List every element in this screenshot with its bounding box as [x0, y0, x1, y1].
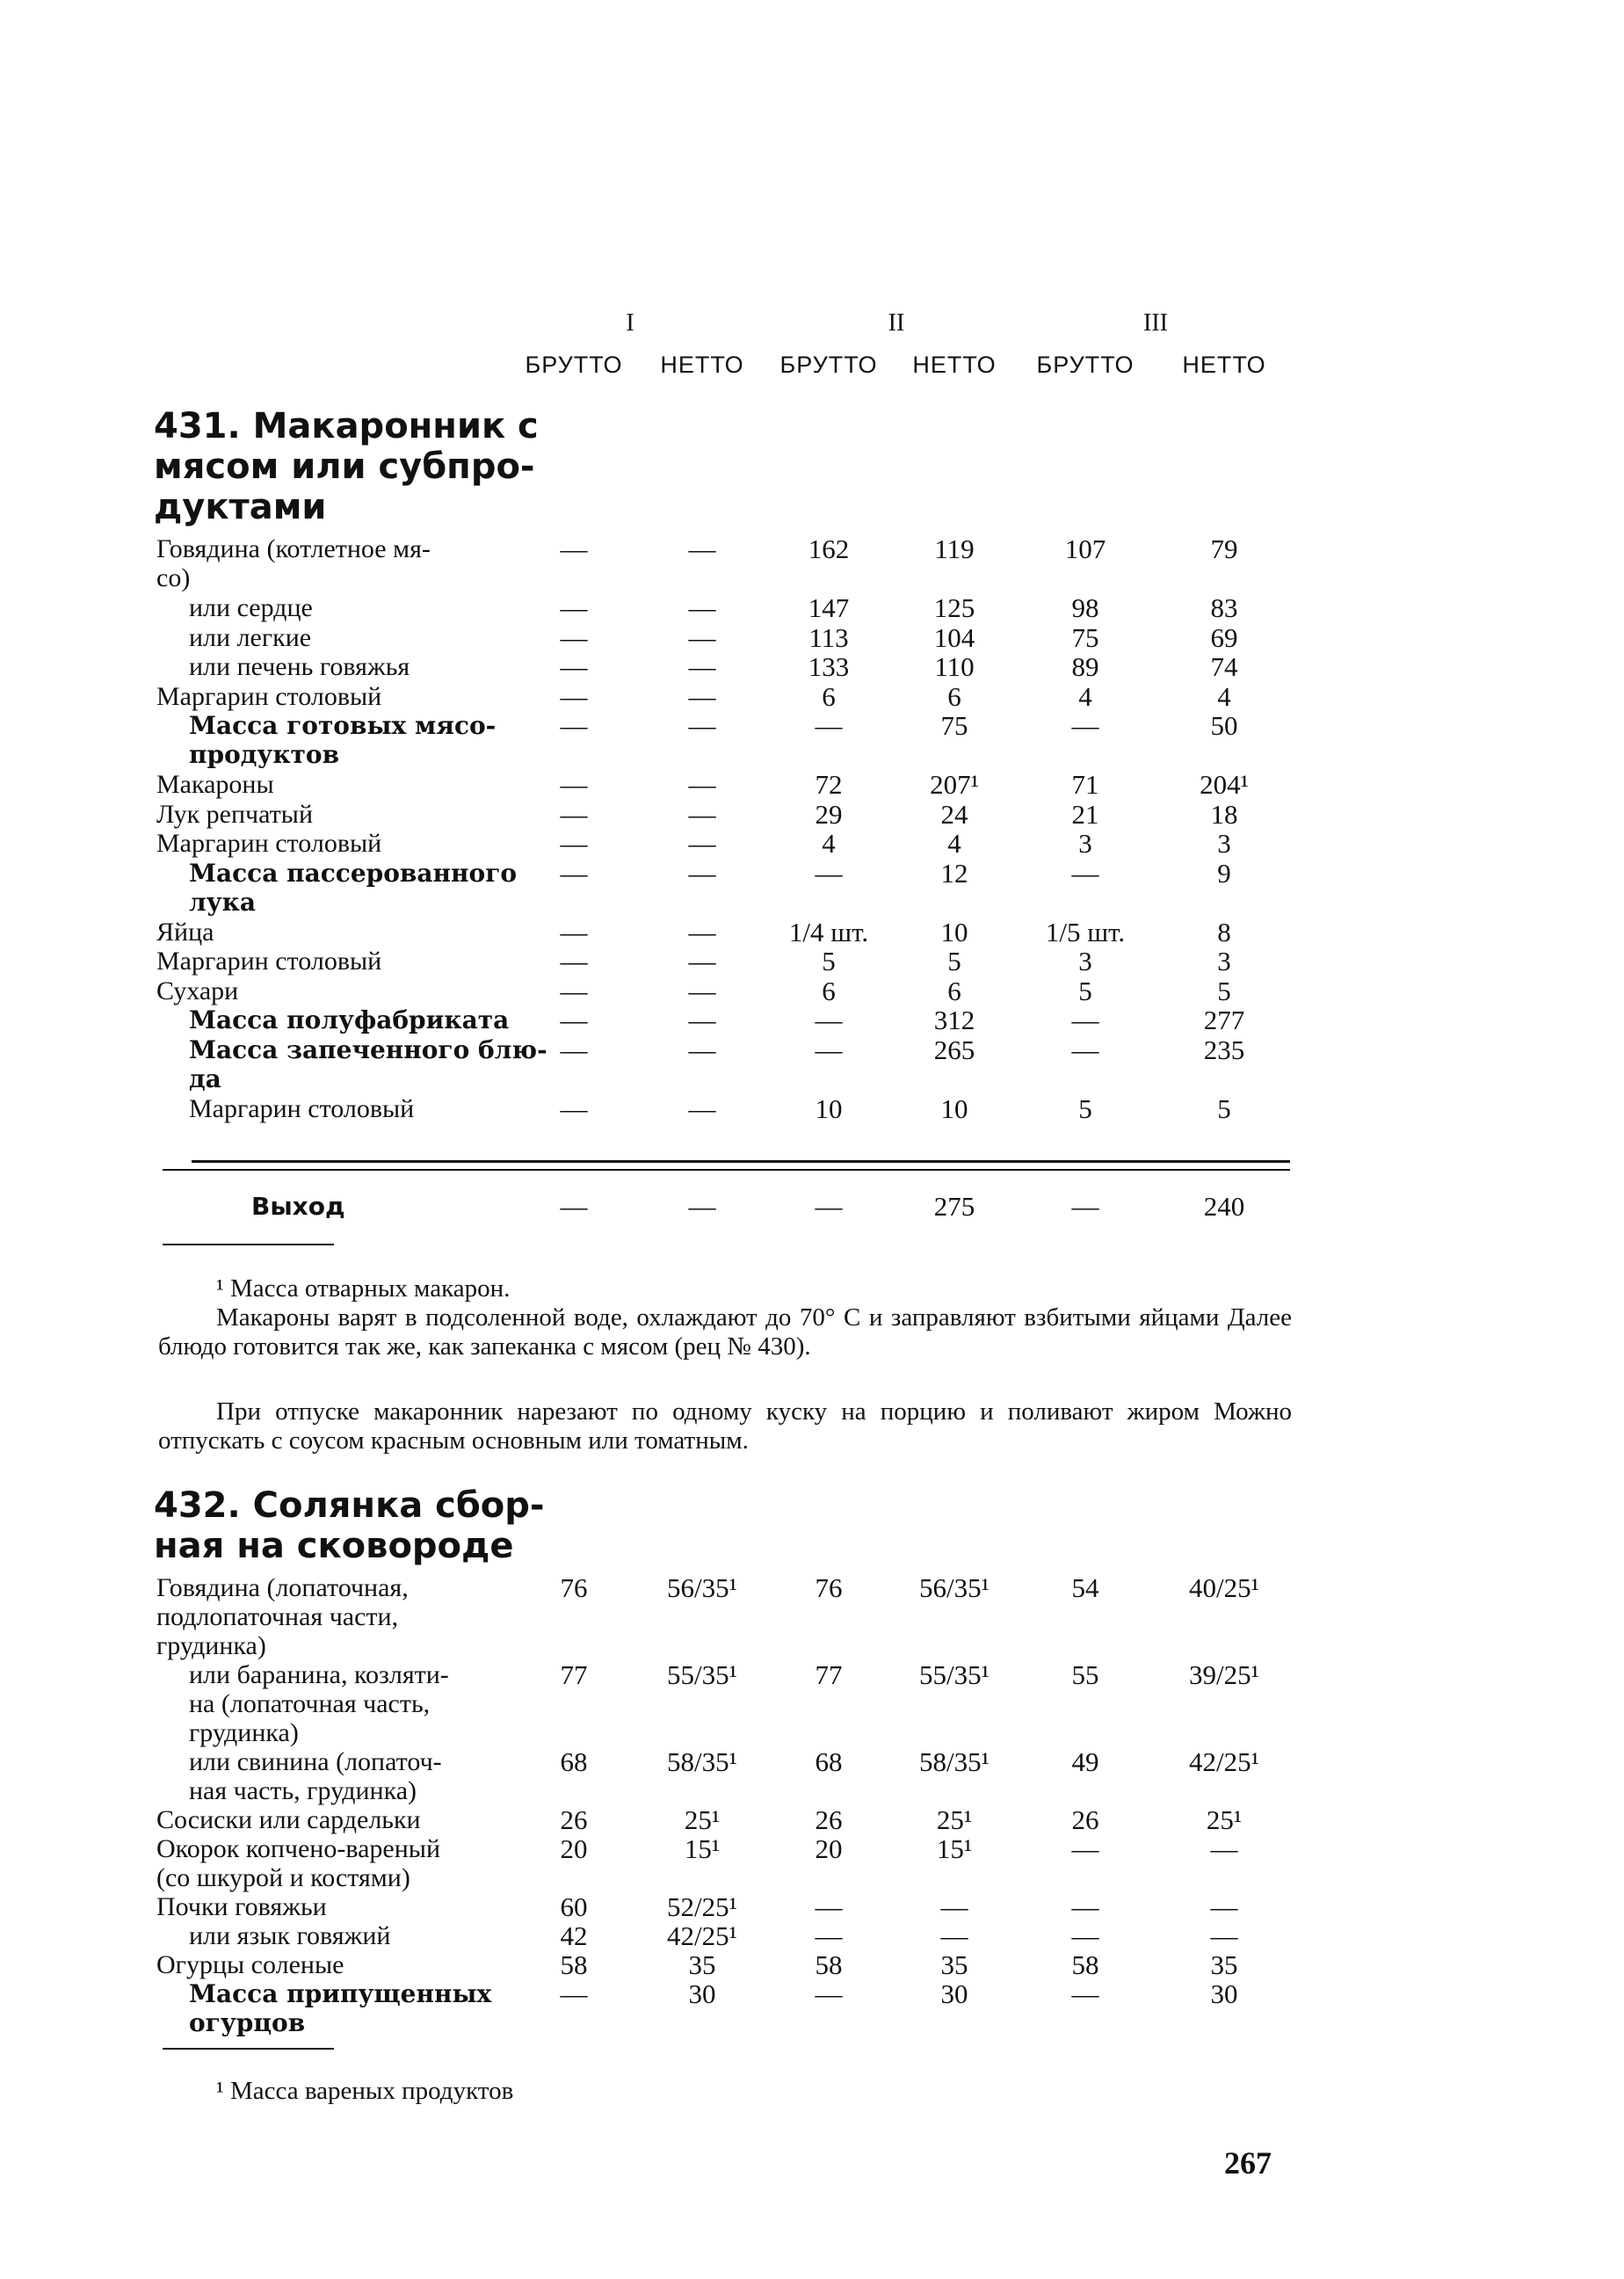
quantity-cell: 265	[933, 1034, 975, 1065]
quantity-cell: 58	[815, 1949, 843, 1980]
quantity-cell: 113	[808, 621, 849, 653]
quantity-cell: 4	[1217, 680, 1231, 712]
label-line: Маргарин столовый	[189, 1093, 415, 1123]
yield-value: 275	[933, 1191, 975, 1222]
yield-value: 240	[1203, 1191, 1245, 1222]
quantity-cell: —	[560, 946, 588, 976]
quantity-cell: 9	[1217, 857, 1231, 889]
column-header-brutto-1: БРУТТО	[525, 352, 623, 378]
quantity-cell: 72	[815, 769, 843, 800]
label-line: продуктов	[189, 740, 340, 769]
ingredient-label	[156, 534, 517, 592]
column-group-i: I	[626, 309, 634, 337]
label-line: или легкие	[189, 622, 312, 652]
quantity-cell: 68	[815, 1746, 843, 1777]
quantity-cell: 25¹	[936, 1804, 973, 1835]
column-group-iii: III	[1143, 309, 1168, 337]
quantity-cell: —	[1071, 1978, 1099, 2009]
ingredient-label	[189, 1005, 549, 1034]
quantity-cell: —	[688, 828, 716, 859]
quantity-cell: 75	[1071, 621, 1099, 653]
paragraph-method: Макароны варят в подсоленной воде, охлаждают до 70° С и заправляют взбитыми яйцами Далее блюдо готовится так же, как запеканка с мясом (рец № 430).	[158, 1303, 1292, 1361]
quantity-cell: 6	[947, 975, 961, 1006]
quantity-cell: 58/35¹	[919, 1746, 990, 1777]
quantity-cell: 76	[560, 1572, 588, 1603]
label-line: Масса полуфабриката	[189, 1005, 510, 1034]
ingredient-label	[189, 859, 549, 917]
quantity-cell: —	[560, 533, 588, 564]
quantity-cell: 3	[1217, 828, 1231, 859]
quantity-cell: —	[688, 916, 716, 947]
label-line: или печень говяжья	[189, 652, 410, 681]
quantity-cell: 6	[947, 680, 961, 712]
quantity-cell: —	[1071, 1891, 1099, 1922]
quantity-cell: 125	[933, 592, 975, 623]
quantity-cell: 42	[560, 1920, 588, 1951]
label-line: подлопаточная части,	[156, 1602, 399, 1631]
ingredient-label	[156, 682, 517, 711]
quantity-cell: 25¹	[1206, 1804, 1243, 1835]
label-line: Маргарин столовый	[156, 947, 382, 976]
label-line: или сердце	[189, 593, 313, 622]
quantity-cell: —	[1071, 1034, 1099, 1065]
column-header-brutto-3: БРУТТО	[1036, 352, 1135, 378]
quantity-cell: 18	[1210, 798, 1238, 830]
quantity-cell: 3	[1078, 828, 1092, 859]
quantity-cell: 83	[1210, 592, 1238, 623]
quantity-cell: 76	[815, 1572, 843, 1603]
label-line: ная часть, грудинка)	[189, 1776, 417, 1805]
quantity-cell: 69	[1210, 621, 1238, 653]
label-line: огурцов	[189, 2008, 306, 2037]
quantity-cell: 58	[560, 1949, 588, 1980]
column-header-netto-3: НЕТТО	[1182, 352, 1266, 378]
quantity-cell: 20	[815, 1833, 843, 1864]
quantity-cell: —	[560, 592, 588, 623]
label-line: Сухари	[156, 976, 239, 1005]
title-line: мясом или субпро-	[154, 446, 535, 487]
quantity-cell: 5	[1078, 1092, 1092, 1124]
quantity-cell: —	[815, 710, 843, 741]
quantity-cell: 3	[1217, 946, 1231, 976]
ingredient-label	[156, 1834, 517, 1892]
label-line: Сосиски или сардельки	[156, 1805, 421, 1834]
ingredient-label	[156, 976, 517, 1005]
label-line: Огурцы соленые	[156, 1950, 344, 1979]
quantity-cell: 98	[1071, 592, 1099, 623]
quantity-cell: 312	[933, 1005, 975, 1035]
quantity-cell: 42/25¹	[667, 1920, 737, 1951]
ingredient-label	[189, 652, 549, 681]
footnote-431: ¹ Масса отварных макарон.	[216, 1274, 511, 1303]
quantity-cell: 29	[815, 798, 843, 830]
quantity-cell: 3	[1078, 946, 1092, 976]
quantity-cell: 10	[940, 1092, 968, 1124]
quantity-cell: 26	[1071, 1804, 1099, 1835]
quantity-cell: —	[688, 857, 716, 889]
quantity-cell: —	[560, 1092, 588, 1124]
title-line: дуктами	[154, 487, 327, 527]
quantity-cell: 12	[940, 857, 968, 889]
ingredient-label	[156, 1573, 517, 1660]
yield-label: Выход	[251, 1192, 345, 1221]
quantity-cell: 77	[560, 1659, 588, 1690]
ingredient-label	[156, 1892, 517, 1921]
quantity-cell: —	[688, 533, 716, 564]
quantity-cell: 4	[1078, 680, 1092, 712]
column-header-netto-2: НЕТТО	[912, 352, 997, 378]
quantity-cell: —	[560, 916, 588, 947]
quantity-cell: 26	[815, 1804, 843, 1835]
quantity-cell: 162	[808, 533, 850, 564]
ingredient-label	[156, 770, 517, 799]
label-line: со)	[156, 563, 191, 592]
quantity-cell: —	[1210, 1833, 1238, 1864]
quantity-cell: 1/4 шт.	[788, 916, 869, 947]
quantity-cell: —	[688, 946, 716, 976]
quantity-cell: 4	[822, 828, 836, 859]
quantity-cell: —	[688, 1005, 716, 1035]
label-line: Масса припущенных	[189, 1979, 492, 2008]
quantity-cell: —	[560, 857, 588, 889]
quantity-cell: 26	[560, 1804, 588, 1835]
quantity-cell: —	[1210, 1920, 1238, 1951]
ingredient-label	[189, 593, 549, 622]
quantity-cell: 110	[934, 651, 975, 682]
quantity-cell: —	[560, 828, 588, 859]
quantity-cell: 58	[1071, 1949, 1099, 1980]
ingredient-label	[189, 1979, 549, 2037]
page-number: 267	[1224, 2145, 1272, 2181]
ingredient-label	[189, 1921, 549, 1950]
label-line: или язык говяжий	[189, 1921, 391, 1950]
quantity-cell: —	[815, 1920, 843, 1951]
quantity-cell: —	[560, 621, 588, 653]
quantity-cell: 68	[560, 1746, 588, 1777]
quantity-cell: —	[560, 1005, 588, 1035]
recipe-431-title	[154, 406, 539, 527]
quantity-cell: —	[1071, 1833, 1099, 1864]
quantity-cell: —	[815, 1978, 843, 2009]
quantity-cell: —	[940, 1891, 968, 1922]
label-line: грудинка)	[189, 1718, 299, 1747]
quantity-cell: 5	[822, 946, 836, 976]
quantity-cell: 107	[1064, 533, 1106, 564]
label-line: да	[189, 1063, 221, 1093]
quantity-cell: —	[688, 769, 716, 800]
label-line: или свинина (лопаточ-	[189, 1747, 442, 1776]
quantity-cell: 55/35¹	[919, 1659, 990, 1690]
quantity-cell: 15¹	[684, 1833, 721, 1864]
column-header-netto-1: НЕТТО	[660, 352, 744, 378]
label-line: грудинка)	[156, 1631, 266, 1660]
quantity-cell: —	[560, 975, 588, 1006]
quantity-cell: —	[688, 621, 716, 653]
quantity-cell: 56/35¹	[667, 1572, 737, 1603]
quantity-cell: 24	[940, 798, 968, 830]
ingredient-label	[189, 623, 549, 652]
quantity-cell: 8	[1217, 916, 1231, 947]
quantity-cell: 75	[940, 710, 968, 741]
quantity-cell: —	[1071, 857, 1099, 889]
quantity-cell: 56/35¹	[919, 1572, 990, 1603]
paragraph-serving: При отпуске макаронник нарезают по одному куску на порцию и поливают жиром Можно отпускать с соусом красным основным или томатным.	[158, 1397, 1292, 1455]
quantity-cell: 204¹	[1200, 769, 1249, 800]
ingredient-label	[156, 800, 517, 829]
quantity-cell: 5	[1217, 1092, 1231, 1124]
quantity-cell: —	[1210, 1891, 1238, 1922]
quantity-cell: 235	[1203, 1034, 1245, 1065]
ingredient-label	[156, 918, 517, 947]
quantity-cell: —	[560, 1034, 588, 1065]
recipe-432-title	[154, 1485, 545, 1566]
ingredient-label	[189, 711, 549, 769]
label-line: Почки говяжьи	[156, 1892, 327, 1921]
quantity-cell: —	[1071, 1920, 1099, 1951]
quantity-cell: 49	[1071, 1746, 1099, 1777]
quantity-cell: 74	[1210, 651, 1238, 682]
label-line: Масса готовых мясо-	[189, 711, 497, 740]
quantity-cell: 10	[940, 916, 968, 947]
ingredient-label	[189, 1660, 549, 1747]
quantity-cell: —	[688, 1092, 716, 1124]
ingredient-label	[189, 1035, 549, 1093]
quantity-cell: 42/25¹	[1189, 1746, 1259, 1777]
quantity-cell: 21	[1071, 798, 1099, 830]
ingredient-label	[156, 829, 517, 858]
quantity-cell: 55	[1071, 1659, 1099, 1690]
label-line: (со шкурой и костями)	[156, 1863, 410, 1892]
footnote-separator	[163, 2048, 334, 2050]
label-line: Яйца	[156, 917, 214, 947]
quantity-cell: 30	[688, 1978, 716, 2009]
quantity-cell: 5	[947, 946, 961, 976]
quantity-cell: 20	[560, 1833, 588, 1864]
ingredient-label	[189, 1747, 549, 1805]
title-line: 432. Солянка сбор-	[154, 1485, 545, 1526]
quantity-cell: 277	[1203, 1005, 1245, 1035]
quantity-cell: 25¹	[684, 1804, 721, 1835]
label-line: Маргарин столовый	[156, 681, 382, 711]
yield-value: —	[560, 1191, 588, 1222]
quantity-cell: 52/25¹	[667, 1891, 737, 1922]
quantity-cell: 6	[822, 975, 836, 1006]
quantity-cell: —	[560, 651, 588, 682]
footnote-432: ¹ Масса вареных продуктов	[216, 2077, 514, 2105]
quantity-cell: 40/25¹	[1189, 1572, 1259, 1603]
quantity-cell: —	[560, 680, 588, 712]
quantity-cell: 147	[808, 592, 850, 623]
quantity-cell: 54	[1071, 1572, 1099, 1603]
quantity-cell: —	[1071, 710, 1099, 741]
ingredient-label	[189, 1094, 549, 1123]
quantity-cell: 50	[1210, 710, 1238, 741]
title-line: ная на сковороде	[154, 1526, 514, 1566]
quantity-cell: —	[940, 1920, 968, 1951]
quantity-cell: 77	[815, 1659, 843, 1690]
quantity-cell: —	[560, 1978, 588, 2009]
label-line: лука	[189, 887, 257, 917]
column-group-ii: II	[888, 309, 905, 337]
table-bottom-rule-thin	[163, 1169, 1290, 1171]
quantity-cell: 60	[560, 1891, 588, 1922]
quantity-cell: —	[560, 798, 588, 830]
quantity-cell: —	[688, 975, 716, 1006]
quantity-cell: —	[815, 857, 843, 889]
label-line: Масса пассерованного	[189, 858, 518, 888]
table-bottom-rule	[192, 1160, 1290, 1163]
label-line: Говядина (лопаточная,	[156, 1573, 409, 1602]
yield-value: —	[1071, 1191, 1099, 1222]
quantity-cell: —	[560, 710, 588, 741]
ingredient-label	[156, 947, 517, 976]
quantity-cell: 6	[822, 680, 836, 712]
label-line: Макароны	[156, 770, 274, 799]
quantity-cell: —	[815, 1034, 843, 1065]
column-header-brutto-2: БРУТТО	[779, 352, 878, 378]
quantity-cell: —	[688, 651, 716, 682]
yield-value: —	[815, 1191, 843, 1222]
ingredient-label	[156, 1950, 517, 1979]
quantity-cell: 104	[933, 621, 975, 653]
quantity-cell: 35	[1210, 1949, 1238, 1980]
quantity-cell: —	[688, 592, 716, 623]
quantity-cell: 5	[1217, 975, 1231, 1006]
label-line: Маргарин столовый	[156, 829, 382, 858]
quantity-cell: 58/35¹	[667, 1746, 737, 1777]
quantity-cell: 4	[947, 828, 961, 859]
quantity-cell: 1/5 шт.	[1045, 916, 1126, 947]
quantity-cell: 30	[940, 1978, 968, 2009]
quantity-cell: —	[815, 1891, 843, 1922]
quantity-cell: —	[1071, 1005, 1099, 1035]
label-line: Масса запеченного блю-	[189, 1034, 547, 1064]
quantity-cell: 119	[934, 533, 975, 564]
label-line: Окорок копчено-вареный	[156, 1834, 441, 1863]
quantity-cell: 35	[940, 1949, 968, 1980]
quantity-cell: —	[688, 710, 716, 741]
quantity-cell: —	[688, 1034, 716, 1065]
quantity-cell: 15¹	[936, 1833, 973, 1864]
quantity-cell: 133	[808, 651, 850, 682]
footnote-separator	[163, 1244, 334, 1245]
quantity-cell: 207¹	[930, 769, 979, 800]
quantity-cell: —	[688, 798, 716, 830]
quantity-cell: 10	[815, 1092, 843, 1124]
label-line: или баранина, козляти-	[189, 1660, 449, 1689]
quantity-cell: 30	[1210, 1978, 1238, 2009]
quantity-cell: 35	[688, 1949, 716, 1980]
quantity-cell: 89	[1071, 651, 1099, 682]
quantity-cell: 55/35¹	[667, 1659, 737, 1690]
yield-value: —	[688, 1191, 716, 1222]
quantity-cell: 79	[1210, 533, 1238, 564]
label-line: на (лопаточная часть,	[189, 1689, 431, 1718]
label-line: Говядина (котлетное мя-	[156, 534, 431, 563]
quantity-cell: —	[688, 680, 716, 712]
quantity-cell: —	[815, 1005, 843, 1035]
ingredient-label	[156, 1805, 517, 1834]
quantity-cell: 5	[1078, 975, 1092, 1006]
quantity-cell: 39/25¹	[1189, 1659, 1259, 1690]
quantity-cell: —	[560, 769, 588, 800]
quantity-cell: 71	[1071, 769, 1099, 800]
label-line: Лук репчатый	[156, 799, 313, 829]
title-line: 431. Макаронник с	[154, 406, 539, 446]
